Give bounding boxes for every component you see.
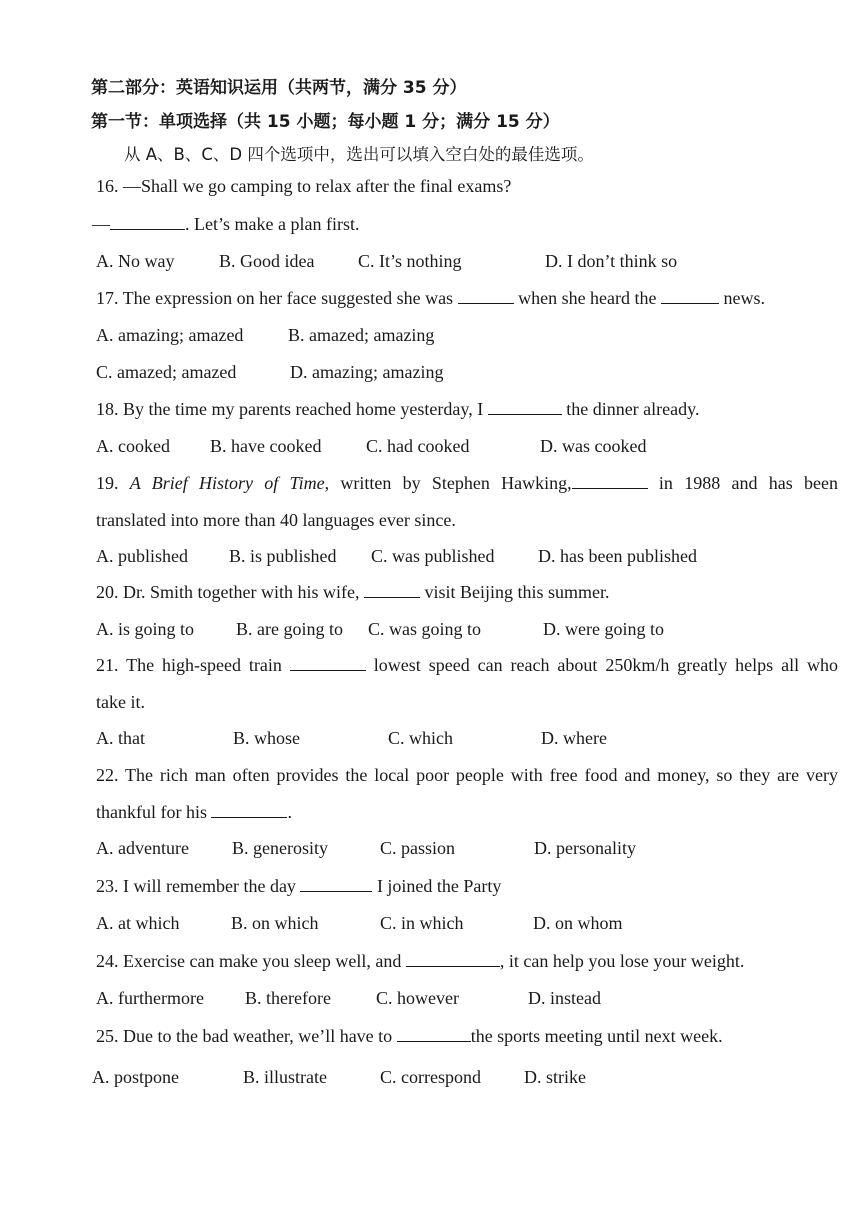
q22-option-a: A. adventure	[96, 838, 189, 858]
answer-blank	[661, 287, 719, 304]
answer-blank	[211, 801, 287, 818]
q20-option-d: D. were going to	[543, 619, 664, 639]
q24-option-d: D. instead	[528, 988, 601, 1008]
q19-stem: 19. A Brief History of Time, written by Stephen Hawking, in 1988 and has been	[96, 473, 838, 493]
q25-option-a: A. postpone	[92, 1067, 179, 1087]
q21-stem: 21. The high-speed train lowest speed can reach about 250km/h greatly helps all who	[96, 655, 839, 675]
q20-option-c: C. was going to	[368, 619, 482, 639]
answer-blank	[406, 950, 500, 967]
q17-option-b: B. amazed; amazing	[288, 325, 435, 345]
q25-option-b: B. illustrate	[243, 1067, 327, 1087]
q21-option-c: C. which	[388, 728, 453, 748]
answer-blank	[364, 581, 420, 598]
q17-option-d: D. amazing; amazing	[290, 362, 444, 382]
q16-reply: — . Let’s make a plan first.	[92, 214, 360, 234]
q22-option-c: C. passion	[380, 838, 456, 858]
q24-stem: 24. Exercise can make you sleep well, and , it can help you lose your weight.	[96, 951, 745, 971]
q19-option-c: C. was published	[371, 546, 495, 566]
q22-option-b: B. generosity	[232, 838, 328, 858]
q20-option-a: A. is going to	[96, 619, 195, 639]
q21-option-a: A. that	[96, 728, 145, 748]
q24-option-c: C. however	[376, 988, 459, 1008]
part-heading: 第二部分：英语知识运用（共两节，满分 35 分）	[91, 78, 467, 98]
answer-blank	[300, 875, 372, 892]
q18-option-b: B. have cooked	[210, 436, 322, 456]
q16-option-c: C. It’s nothing	[358, 251, 462, 271]
q25-option-c: C. correspond	[380, 1067, 481, 1087]
q25-option-d: D. strike	[524, 1067, 586, 1087]
q22-stem: 22. The rich man often provides the local poor people with free food and money, so they are very	[96, 765, 838, 785]
q24-option-b: B. therefore	[245, 988, 331, 1008]
q18-stem: 18. By the time my parents reached home yesterday, I the dinner already.	[96, 399, 700, 419]
answer-blank	[572, 472, 648, 489]
q23-option-b: B. on which	[231, 913, 319, 933]
q17-option-a: A. amazing; amazed	[96, 325, 244, 345]
q22-stem-line2: thankful for his .	[96, 802, 292, 822]
q18-option-c: C. had cooked	[366, 436, 470, 456]
book-title: A Brief History of Time	[129, 473, 325, 493]
section-heading: 第一节：单项选择（共 15 小题；每小题 1 分；满分 15 分）	[91, 112, 560, 132]
q16-option-b: B. Good idea	[219, 251, 315, 271]
q23-option-a: A. at which	[96, 913, 180, 933]
answer-blank	[110, 213, 185, 230]
q18-option-d: D. was cooked	[540, 436, 647, 456]
q23-stem: 23. I will remember the day I joined the Party	[96, 876, 502, 896]
q18-option-a: A. cooked	[96, 436, 170, 456]
q23-option-d: D. on whom	[533, 913, 623, 933]
answer-blank	[290, 654, 366, 671]
q21-stem-line2: take it.	[96, 692, 145, 712]
q20-option-b: B. are going to	[236, 619, 343, 639]
q17-option-c: C. amazed; amazed	[96, 362, 237, 382]
q22-option-d: D. personality	[534, 838, 636, 858]
q21-option-b: B. whose	[233, 728, 300, 748]
answer-blank	[458, 287, 514, 304]
q19-option-a: A. published	[96, 546, 188, 566]
q19-stem-line2: translated into more than 40 languages ever since.	[96, 510, 456, 530]
q20-stem: 20. Dr. Smith together with his wife, visit Beijing this summer.	[96, 582, 610, 602]
q21-option-d: D. where	[541, 728, 607, 748]
q16-option-d: D. I don’t think so	[545, 251, 678, 271]
answer-blank	[488, 398, 562, 415]
q19-option-d: D. has been published	[538, 546, 697, 566]
q16-stem: 16. —Shall we go camping to relax after the final exams?	[96, 176, 512, 196]
answer-blank	[397, 1025, 471, 1042]
instruction-text: 从 A、B、C、D 四个选项中，选出可以填入空白处的最佳选项。	[124, 145, 594, 164]
q25-stem: 25. Due to the bad weather, we’ll have to the sports meeting until next week.	[96, 1026, 723, 1046]
q24-option-a: A. furthermore	[96, 988, 204, 1008]
q19-option-b: B. is published	[229, 546, 337, 566]
q16-option-a: A. No way	[96, 251, 175, 271]
q23-option-c: C. in which	[380, 913, 464, 933]
q17-stem: 17. The expression on her face suggested she was when she heard the news.	[96, 288, 766, 308]
